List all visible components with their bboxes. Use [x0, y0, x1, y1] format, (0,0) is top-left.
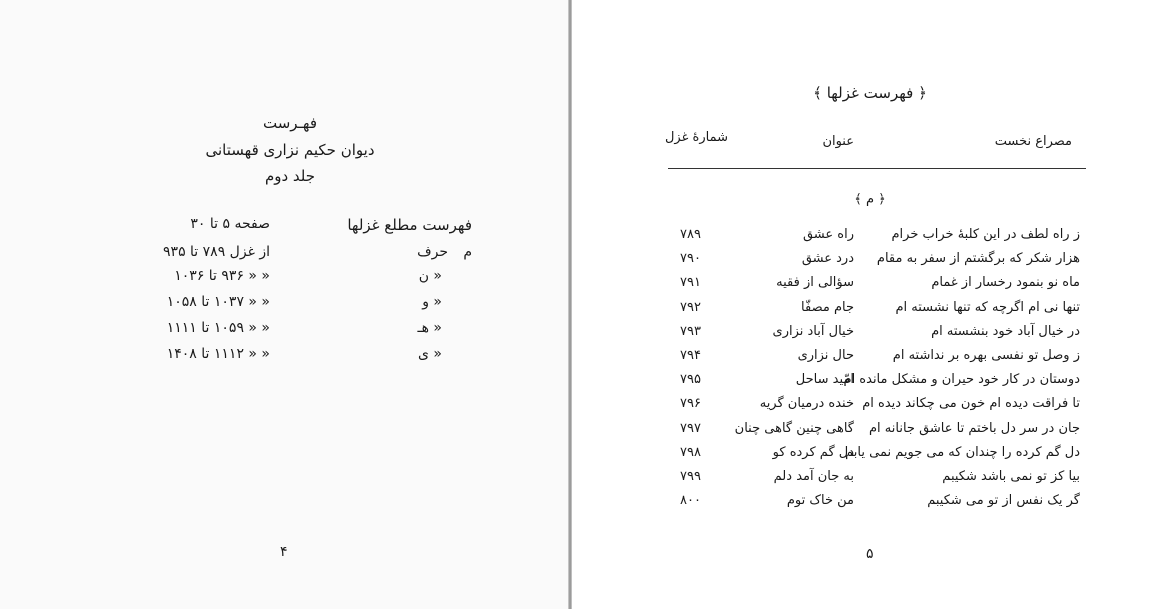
row-number: ۷۹۱: [680, 275, 701, 290]
page-number: ۴: [280, 544, 288, 560]
row-number: ۷۹۲: [680, 300, 701, 315]
row-number: ۷۹۳: [680, 324, 701, 339]
col-title: عنوان: [822, 134, 854, 149]
right-page: [572, 0, 1172, 609]
row-title: جام مصفّا: [801, 300, 854, 315]
row-title: درد عشق: [801, 251, 854, 266]
row-first-line: دوستان در کار خود حیران و مشکل مانده ام: [843, 372, 1080, 387]
index-range: « « ۱۰۵۹ تا ۱۱۱۱: [166, 320, 270, 336]
row-first-line: بیا کز تو نمی باشد شکیبم: [942, 469, 1080, 484]
index-range: « « ۹۳۶ تا ۱۰۳۶: [174, 268, 270, 284]
row-title: دل گم کرده کو: [772, 445, 854, 460]
row-first-line: در خیال آباد خود بنشسته ام: [931, 324, 1080, 339]
row-title: خیال آباد نزاری: [772, 324, 854, 339]
left-page: [0, 0, 570, 609]
row-title: من خاک توم: [786, 493, 854, 508]
row-first-line: هزار شکر که برگشتم از سفر به مقام: [876, 251, 1080, 266]
toc-title: ﴿ فهرست غزلها ﴾: [813, 84, 927, 102]
index-range: از غزل ۷۸۹ تا ۹۳۵: [163, 244, 270, 260]
row-number: ۷۹۹: [680, 469, 701, 484]
index-letter: « هـ: [417, 320, 442, 336]
index-letter: « ن: [418, 268, 442, 284]
contents-title: فهـرست: [262, 114, 318, 132]
index-letter: « ی: [418, 346, 442, 362]
letter-label: حرف: [417, 244, 448, 260]
row-first-line: دل گم کرده را چندان که می جویم نمی یابم: [845, 445, 1080, 460]
row-first-line: گر یک نفس از تو می شکیبم: [927, 493, 1080, 508]
row-title: امّید ساحل: [795, 372, 854, 387]
row-first-line: ز راه لطف در این کلبهٔ خراب خرام: [891, 227, 1080, 242]
row-number: ۷۹۷: [680, 421, 701, 436]
row-title: به جان آمد دلم: [773, 469, 854, 484]
row-first-line: جان در سر دل باختم تا عاشق جانانه ام: [868, 421, 1080, 436]
row-title: راه عشق: [802, 227, 854, 242]
pages-label: صفحه ۵ تا ۳۰: [190, 216, 270, 232]
index-letter: م: [463, 244, 472, 260]
row-first-line: تنها نی ام اگرچه که تنها نشسته ام: [895, 300, 1080, 315]
col-number: شمارهٔ غزل: [664, 130, 728, 145]
row-number: ۷۹۰: [680, 251, 701, 266]
col-first-line: مصراع نخست: [994, 134, 1072, 149]
volume-title: جلد دوم: [264, 167, 316, 185]
letter-mark: ﴿ م ﴾: [854, 192, 886, 207]
row-first-line: ز وصل تو نفسی بهره بر نداشته ام: [892, 348, 1080, 363]
row-number: ۷۹۶: [680, 396, 701, 411]
row-number: ۷۹۴: [680, 348, 701, 363]
index-range: « « ۱۱۱۲ تا ۱۴۰۸: [166, 346, 270, 362]
row-number: ۷۹۸: [680, 445, 701, 460]
row-first-line: تا فراقت دیده ام خون می چکاند دیده ام: [862, 396, 1080, 411]
row-first-line: ماه نو بنمود رخسار از غمام: [931, 275, 1080, 290]
row-title: سؤالی از فقیه: [776, 275, 854, 290]
row-title: گاهی چنین گاهی چنان: [734, 421, 854, 436]
index-letter: « و: [422, 294, 442, 310]
row-number: ۷۸۹: [680, 227, 701, 242]
header-rule: [668, 168, 1086, 169]
row-number: ۷۹۵: [680, 372, 701, 387]
page-number: ۵: [866, 546, 874, 562]
index-range: « « ۱۰۳۷ تا ۱۰۵۸: [166, 294, 270, 310]
divan-title: دیوان حکیم نزاری قهستانی: [205, 141, 375, 159]
row-number: ۸۰۰: [680, 493, 701, 508]
row-title: خنده درمیان گریه: [759, 396, 854, 411]
row-title: حال نزاری: [797, 348, 854, 363]
index-heading: فهرست مطلع غزلها: [347, 216, 472, 234]
